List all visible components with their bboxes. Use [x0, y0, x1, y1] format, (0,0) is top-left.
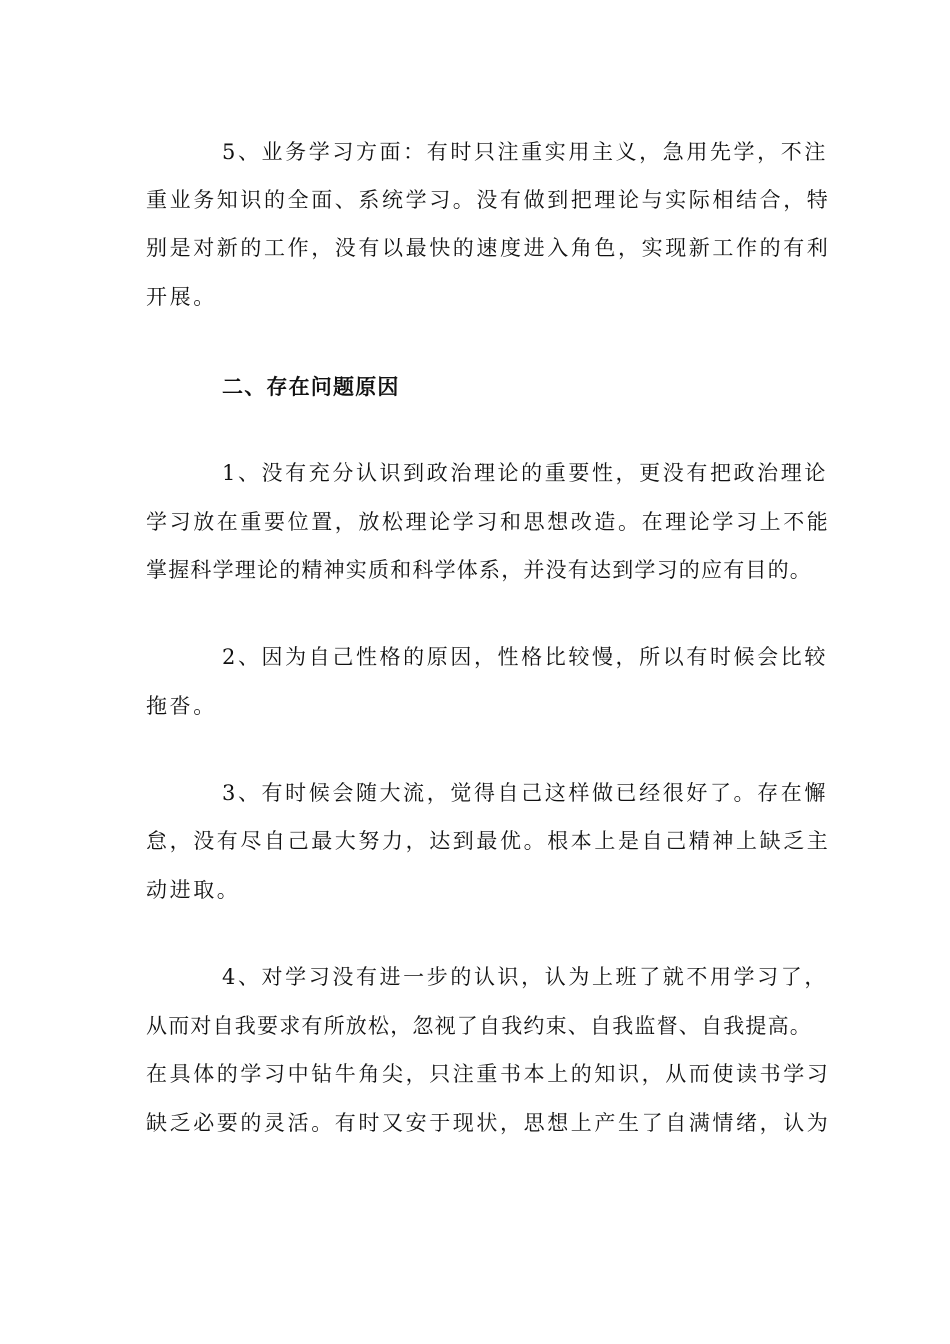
paragraph-5-line-2: 重业务知识的全面、系统学习。没有做到把理论与实际相结合，特 [146, 188, 831, 212]
reason-4-line-2: 从而对自我要求有所放松，忽视了自我约束、自我监督、自我提高。 [146, 1014, 812, 1038]
reason-2-line-1: 2、因为自己性格的原因，性格比较慢，所以有时候会比较 [222, 645, 828, 669]
paragraph-5-line-1: 5、业务学习方面：有时只注重实用主义，急用先学，不注 [222, 140, 828, 164]
paragraph-5-line-3: 别是对新的工作，没有以最快的速度进入角色，实现新工作的有利 [146, 236, 831, 260]
reason-4-line-4: 缺乏必要的灵活。有时又安于现状，思想上产生了自满情绪，认为 [146, 1111, 831, 1135]
reason-4-line-3: 在具体的学习中钻牛角尖，只注重书本上的知识，从而使读书学习 [146, 1062, 831, 1086]
section-heading: 二、存在问题原因 [222, 375, 400, 399]
reason-1-line-1: 1、没有充分认识到政治理论的重要性，更没有把政治理论 [222, 461, 828, 485]
reason-1-line-3: 掌握科学理论的精神实质和科学体系，并没有达到学习的应有目的。 [146, 558, 812, 582]
reason-1-line-2: 学习放在重要位置，放松理论学习和思想改造。在理论学习上不能 [146, 510, 831, 534]
reason-3-line-1: 3、有时候会随大流，觉得自己这样做已经很好了。存在懈 [222, 781, 828, 805]
paragraph-5-line-4: 开展。 [146, 285, 217, 309]
reason-4-line-1: 4、对学习没有进一步的认识，认为上班了就不用学习了， [222, 965, 828, 989]
reason-3-line-2: 怠，没有尽自己最大努力，达到最优。根本上是自己精神上缺乏主 [146, 829, 831, 853]
reason-2-line-2: 拖沓。 [146, 694, 217, 718]
reason-3-line-3: 动进取。 [146, 878, 241, 902]
